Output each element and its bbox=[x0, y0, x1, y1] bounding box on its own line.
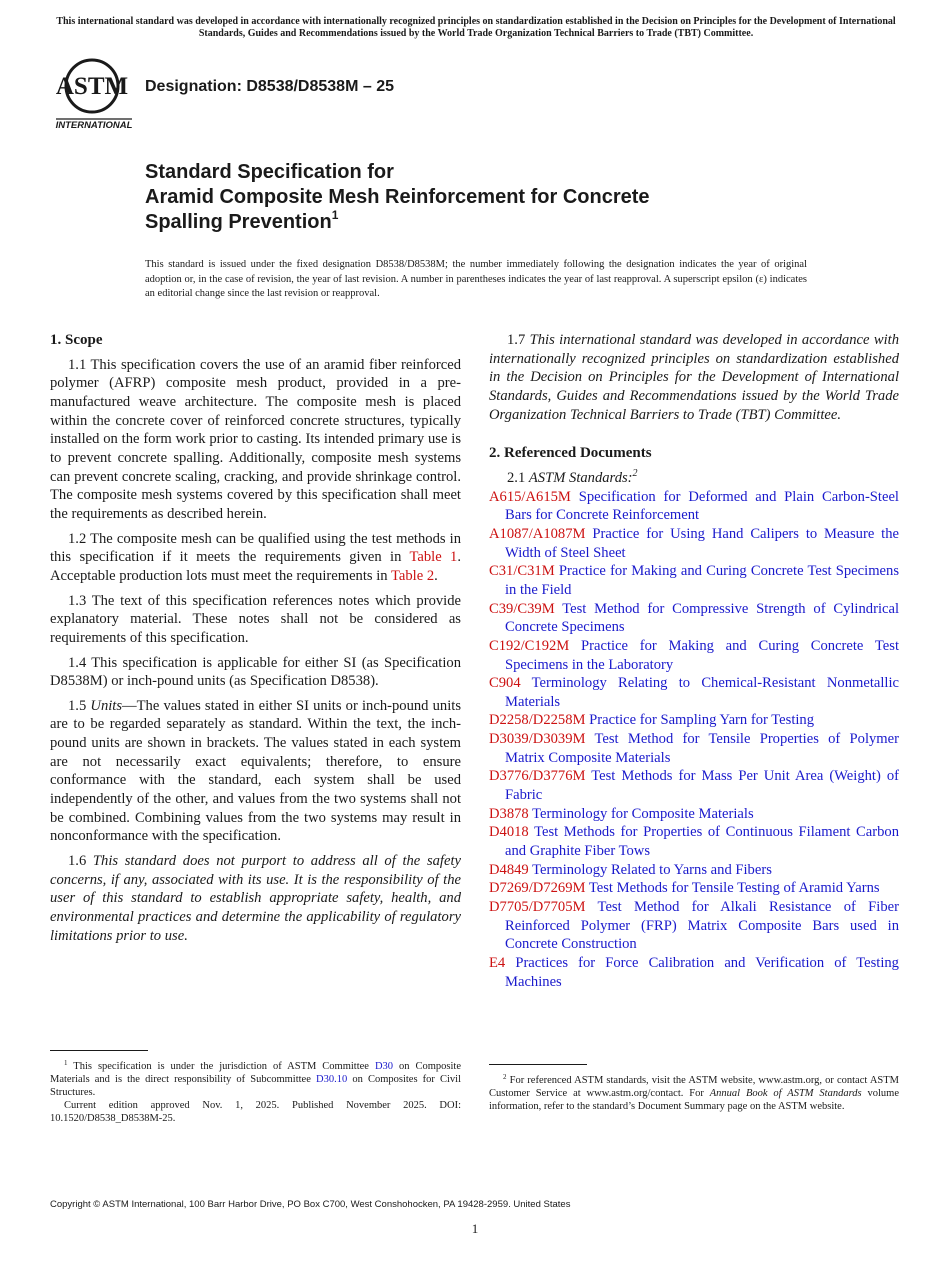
scope-para-1-6 bbox=[50, 852, 461, 945]
title-line-2: Aramid Composite Mesh Reinforcement for Concrete bbox=[145, 186, 650, 208]
scope-para-1-2-c: . bbox=[434, 567, 438, 584]
footnote-1-a: This specification is under the jurisdiction of ASTM Committee bbox=[73, 1061, 375, 1072]
reference-code-link[interactable]: C31/C31M bbox=[489, 563, 555, 580]
reference-item bbox=[489, 954, 899, 991]
reference-code-link[interactable]: D2258/D2258M bbox=[489, 712, 586, 729]
logo-mark-text: ASTM bbox=[55, 73, 129, 100]
astm-standards-footnote-mark: 2 bbox=[632, 467, 638, 479]
scope-para-1-2 bbox=[50, 530, 461, 586]
copyright-notice: Copyright © ASTM International, 100 Barr Harbor Drive, PO Box C700, West Conshohocken, PA 19428-2959. United States bbox=[50, 1199, 571, 1210]
reference-item bbox=[489, 767, 899, 804]
reference-item bbox=[489, 711, 899, 730]
footnote-2-text bbox=[489, 1074, 899, 1113]
issue-note: This standard is issued under the fixed designation D8538/D8538M; the number immediately following the designation indicates the year of original adoption or, in the case of revision, the year of last revision. A number in parentheses indicates the year of last reapproval. A superscript epsilon (ε) indicates an editorial change since the last revision or reapproval. bbox=[145, 259, 807, 300]
footnote-1-c: on Composites for Civil Structures. bbox=[50, 1074, 461, 1098]
reference-code-link[interactable]: D3776/D3776M bbox=[489, 768, 586, 785]
reference-item bbox=[489, 823, 899, 860]
scope-para-1-5-italic: Units bbox=[90, 697, 123, 714]
footnote-1-mark: 1 bbox=[64, 1059, 68, 1067]
scope-para-1-4: 1.4 This specification is applicable for either SI (as Specification D8538M) or inch-pound units (as Specification D8538). bbox=[50, 654, 461, 690]
astm-logo bbox=[54, 56, 134, 132]
footnote-1-b: on Composite Materials and is the direct responsibility of Subcommittee bbox=[50, 1061, 461, 1085]
reference-item bbox=[489, 637, 899, 674]
reference-title-link[interactable]: Terminology for Composite Materials bbox=[532, 805, 754, 822]
footnote-1-text bbox=[50, 1060, 461, 1099]
scope-para-1-7-num: 1.7 bbox=[507, 332, 530, 348]
reference-title-link[interactable]: Test Methods for Properties of Continuous Filament Carbon and Graphite Fiber Tows bbox=[505, 824, 899, 860]
right-column bbox=[489, 331, 899, 991]
footnote-2-a: For referenced ASTM standards, visit the ASTM website, www.astm.org, or contact ASTM Customer Service at www.astm.org/contact. For bbox=[489, 1075, 899, 1099]
reference-title-link[interactable]: Practices for Force Calibration and Verification of Testing Machines bbox=[505, 955, 899, 990]
reference-code-link[interactable]: D7705/D7705M bbox=[489, 899, 586, 916]
reference-title-link[interactable]: Specification for Deformed and Plain Carbon-Steel Bars for Concrete Reinforcement bbox=[505, 488, 899, 524]
astm-standards-subhead bbox=[489, 469, 899, 488]
subcommittee-d30-10-link[interactable]: D30.10 bbox=[316, 1074, 348, 1085]
logo-international-text: INTERNATIONAL bbox=[55, 120, 133, 131]
reference-item bbox=[489, 730, 899, 767]
title-footnote-mark: 1 bbox=[331, 208, 339, 222]
footnote-2-italic: Annual Book of ASTM Standards bbox=[709, 1088, 862, 1099]
designation: Designation: D8538/D8538M – 25 bbox=[145, 78, 394, 95]
footnote-rule-right bbox=[489, 1064, 587, 1065]
reference-code-link[interactable]: D3878 bbox=[489, 805, 529, 822]
reference-title-link[interactable]: Practice for Sampling Yarn for Testing bbox=[589, 712, 815, 729]
table-2-link[interactable]: Table 2 bbox=[390, 567, 435, 584]
reference-code-link[interactable]: C39/C39M bbox=[489, 600, 555, 617]
footnote-rule-left bbox=[50, 1050, 148, 1051]
reference-item bbox=[489, 879, 899, 898]
astm-standards-num: 2.1 bbox=[507, 469, 529, 486]
reference-title-link[interactable]: Practice for Making and Curing Concrete Test Specimens in the Field bbox=[505, 563, 899, 598]
document-title bbox=[145, 160, 845, 235]
reference-title-link[interactable]: Test Method for Tensile Properties of Polymer Matrix Composite Materials bbox=[505, 731, 899, 766]
title-line-1: Standard Specification for bbox=[145, 161, 394, 183]
scope-para-1-5-rest: —The values stated in either SI units or inch-pound units are to be regarded separately as standard. Within the text, the inch-pound units are shown in brackets. The values stated in each system are not necessarily exact equivalents; therefore, to ensure conformance with the standard, each system shall be used independently of the other, and values from the two systems shall not be combined. Combining values from the two systems may result in nonconformance with the specification. bbox=[50, 697, 461, 845]
footnote-2-b: volume information, refer to the standard’s Document Summary page on the ASTM website. bbox=[489, 1088, 900, 1112]
reference-title-link[interactable]: Test Methods for Tensile Testing of Aramid Yarns bbox=[588, 880, 880, 897]
left-column bbox=[50, 331, 461, 951]
footnote-1 bbox=[50, 1060, 461, 1125]
referenced-documents-heading: 2. Referenced Documents bbox=[489, 445, 652, 462]
reference-title-link[interactable]: Test Method for Compressive Strength of Cylindrical Concrete Specimens bbox=[505, 600, 900, 636]
scope-para-1-1: 1.1 This specification covers the use of an aramid fiber reinforced polymer (AFRP) composite mesh product, provided in a pre-manufactured weave architecture. The composite mesh is placed within the concrete cover of reinforced concrete structures, typically installed on the form work prior to casting. Its intended primary use is to prevent concrete spalling. Additionally, composite mesh systems can prevent concrete scaling, cracking, and provide shrinkage control. The composite mesh systems covered by this specification shall meet the requirements as described herein. bbox=[50, 356, 461, 522]
reference-code-link[interactable]: A615/A615M bbox=[489, 488, 571, 505]
reference-item bbox=[489, 861, 899, 880]
reference-code-link[interactable]: D4849 bbox=[489, 861, 529, 878]
reference-title-link[interactable]: Test Methods for Mass Per Unit Area (Weight) of Fabric bbox=[505, 768, 900, 804]
astm-standards-label: ASTM Standards: bbox=[528, 469, 633, 486]
reference-code-link[interactable]: D3039/D3039M bbox=[489, 731, 586, 748]
reference-item bbox=[489, 674, 899, 711]
reference-item bbox=[489, 525, 899, 562]
reference-title-link[interactable]: Practice for Using Hand Calipers to Measure the Width of Steel Sheet bbox=[505, 525, 899, 561]
reference-code-link[interactable]: C192/C192M bbox=[489, 637, 570, 654]
reference-title-link[interactable]: Terminology Relating to Chemical-Resistant Nonmetallic Materials bbox=[505, 675, 899, 710]
reference-list bbox=[489, 488, 899, 992]
reference-code-link[interactable]: A1087/A1087M bbox=[489, 525, 586, 542]
scope-para-1-2-a: 1.2 The composite mesh can be qualified using the test methods in this specification if it meets the requirements given in bbox=[50, 530, 461, 566]
reference-code-link[interactable]: E4 bbox=[489, 955, 506, 971]
footnote-2-mark: 2 bbox=[503, 1073, 507, 1081]
reference-item bbox=[489, 562, 899, 599]
footnote-1-edition: Current edition approved Nov. 1, 2025. Published November 2025. DOI: 10.1520/D8538_D8538M-25. bbox=[50, 1100, 461, 1124]
scope-heading: 1. Scope bbox=[50, 332, 103, 348]
reference-code-link[interactable]: D7269/D7269M bbox=[489, 880, 586, 897]
scope-para-1-7 bbox=[489, 331, 899, 424]
reference-item bbox=[489, 805, 899, 824]
scope-para-1-7-italic: This international standard was developed in accordance with internationally recognized principles on standardization established in the Decision on Principles for the Development of International Standards, Guides and Recommendations issued by the World Trade Organization Technical Barriers to Trade (TBT) Committee. bbox=[489, 332, 900, 423]
reference-item bbox=[489, 488, 899, 525]
scope-para-1-3: 1.3 The text of this specification references notes which provide explanatory material. These notes shall not be considered as requirements of this specification. bbox=[50, 592, 461, 646]
reference-item bbox=[489, 600, 899, 637]
page-number: 1 bbox=[471, 1221, 479, 1236]
scope-para-1-2-b: . Acceptable production lots must meet the requirements in bbox=[50, 549, 461, 584]
scope-para-1-6-italic: This standard does not purport to address all of the safety concerns, if any, associated with its use. It is the responsibility of the user of this standard to establish appropriate safety, health, and environmental practices and determine the applicability of regulatory limitations prior to use. bbox=[50, 853, 461, 944]
reference-item bbox=[489, 898, 899, 954]
footnote-2 bbox=[489, 1074, 899, 1113]
top-notice: This international standard was developed in accordance with internationally recognized principles on standardization established in the Decision on Principles for the Development of International Standards, Guides and Recommendations issued by the World Trade Organization Technical Barriers to Trade (TBT) Committee. bbox=[56, 16, 896, 39]
reference-title-link[interactable]: Terminology Related to Yarns and Fibers bbox=[532, 861, 772, 878]
reference-code-link[interactable]: D4018 bbox=[489, 824, 529, 841]
title-line-3-text: Spalling Prevention bbox=[145, 211, 332, 233]
reference-code-link[interactable]: C904 bbox=[489, 675, 521, 692]
committee-d30-link[interactable]: D30 bbox=[374, 1061, 394, 1072]
table-1-link[interactable]: Table 1 bbox=[409, 549, 458, 566]
reference-title-link[interactable]: Practice for Making and Curing Concrete Test Specimens in the Laboratory bbox=[505, 637, 899, 673]
scope-para-1-6-num: 1.6 bbox=[68, 853, 93, 870]
scope-para-1-5 bbox=[50, 697, 461, 846]
scope-para-1-5-num: 1.5 bbox=[68, 697, 91, 714]
reference-title-link[interactable]: Test Method for Alkali Resistance of Fiber Reinforced Polymer (FRP) Matrix Composite Bars used in Concrete Construction bbox=[505, 899, 899, 953]
title-line-3 bbox=[145, 210, 845, 235]
